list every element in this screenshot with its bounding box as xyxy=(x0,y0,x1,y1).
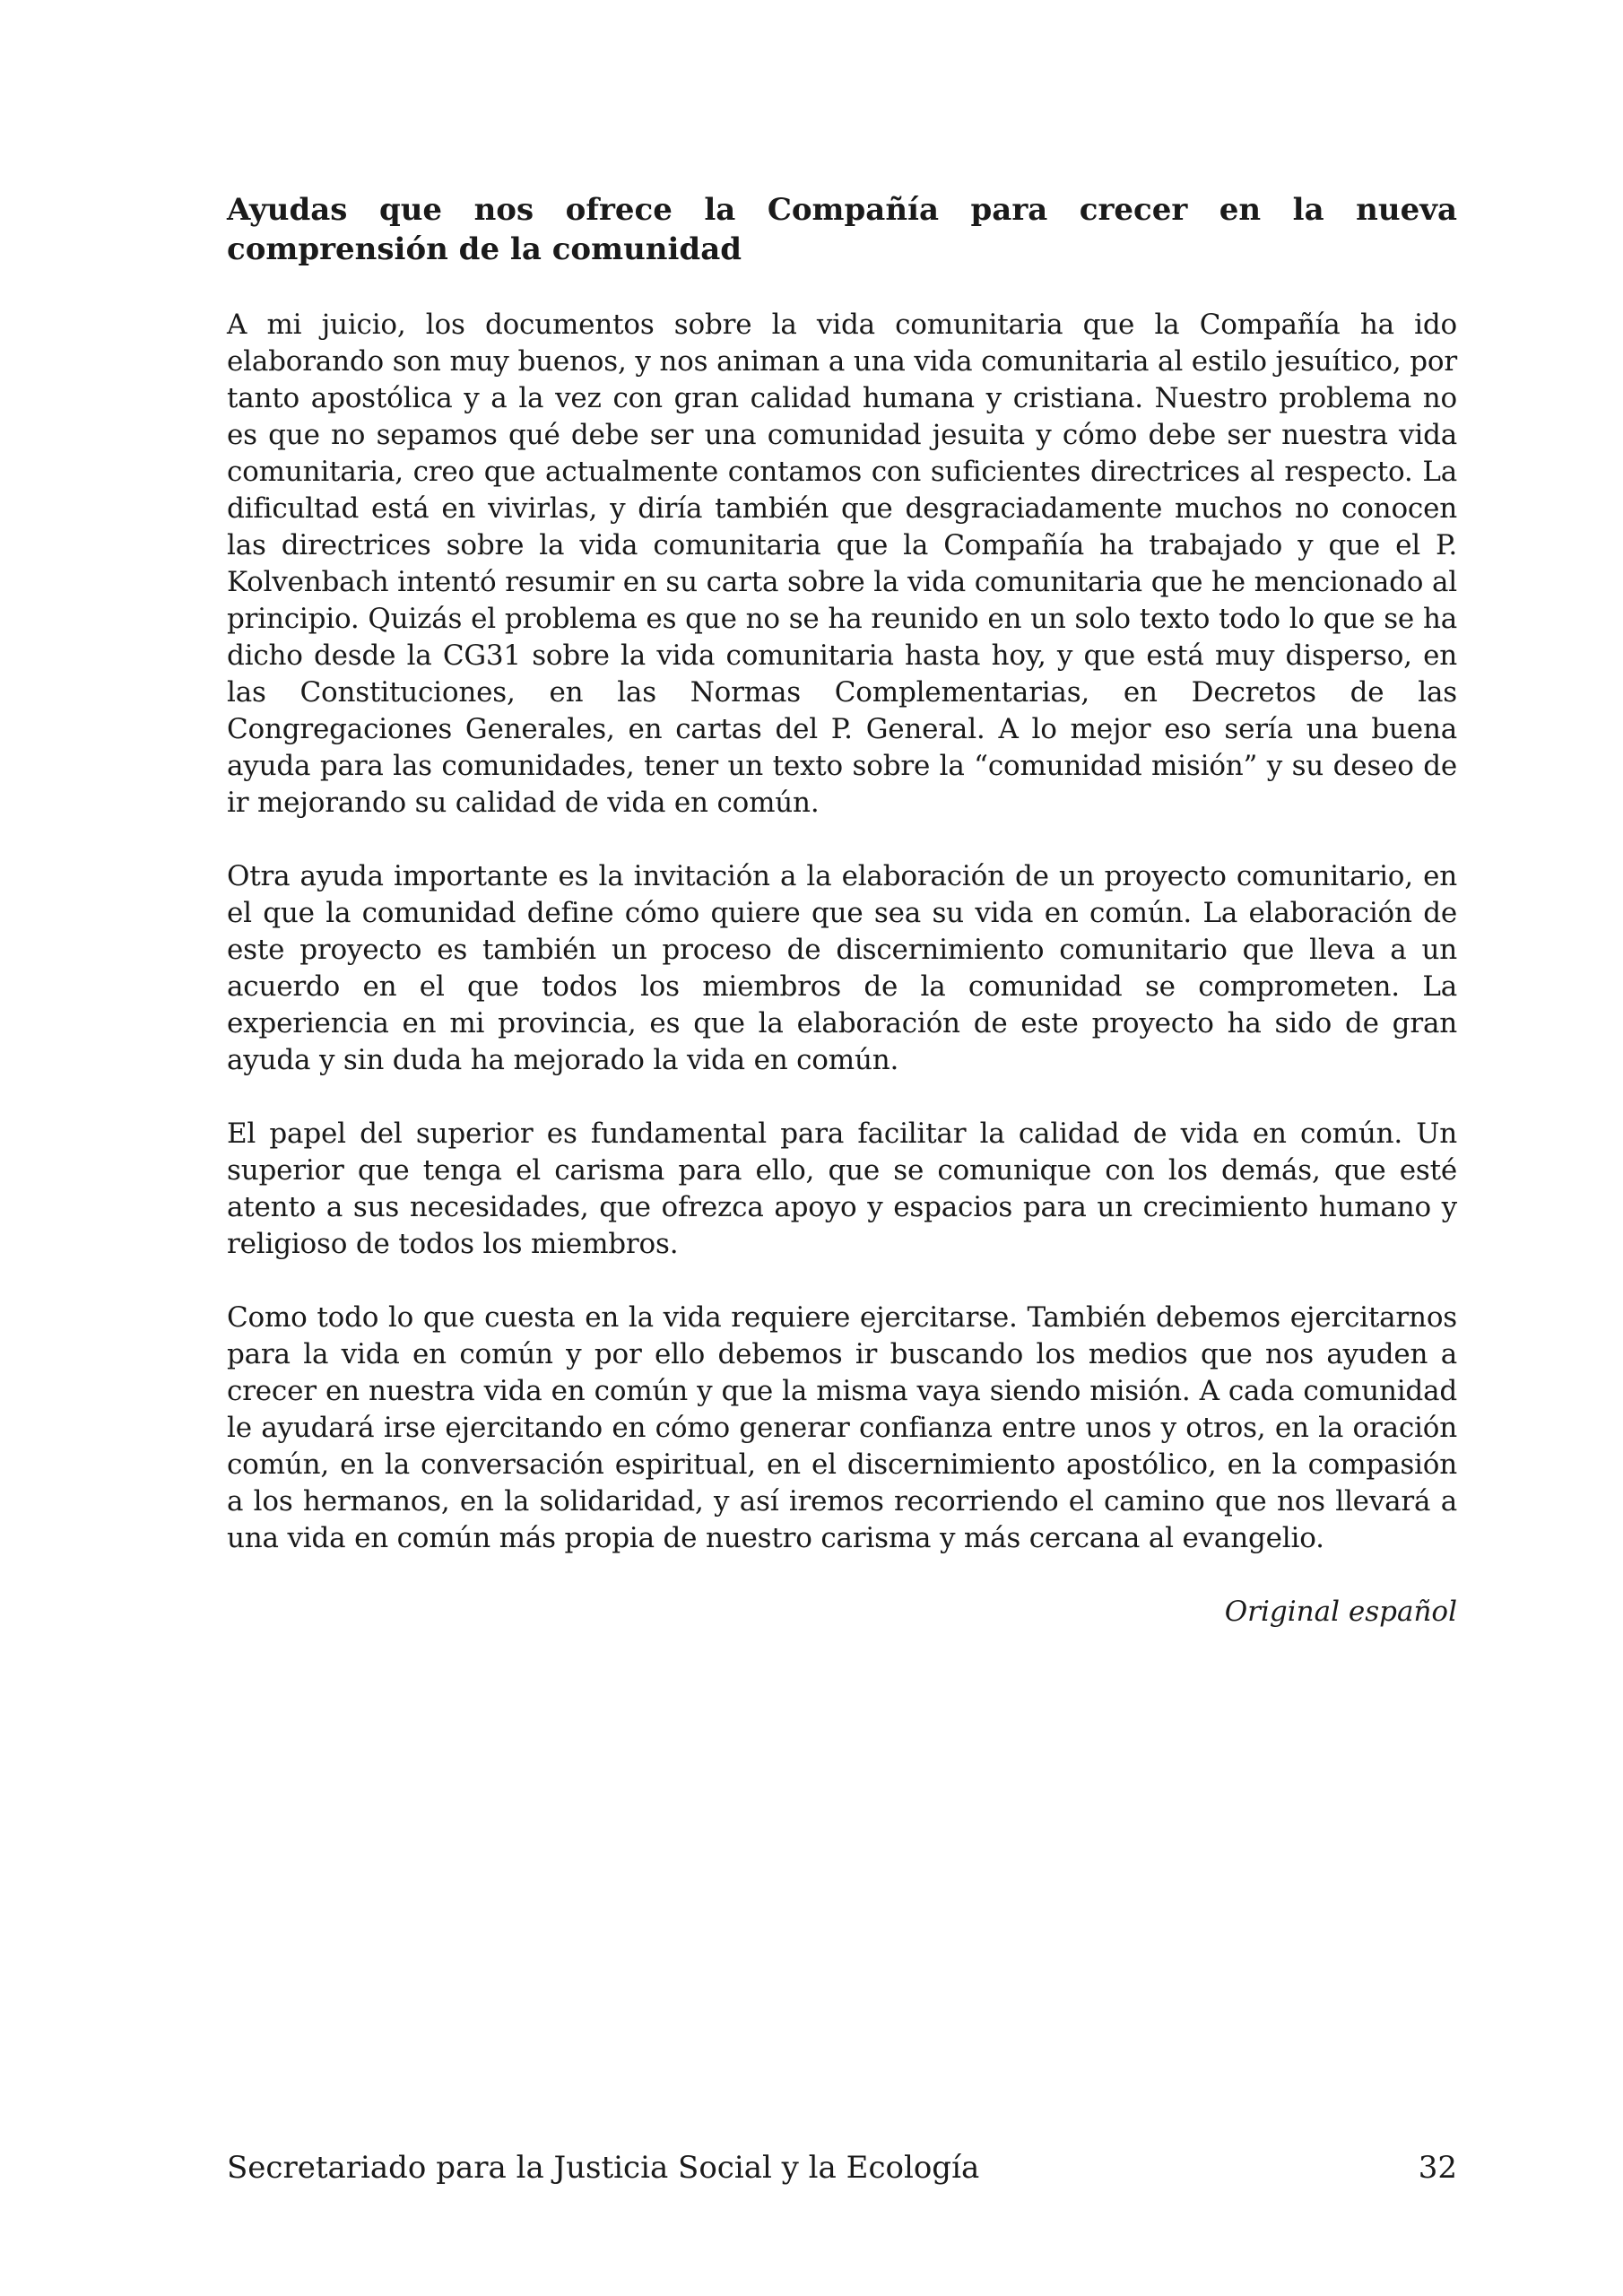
paragraph-4: Como todo lo que cuesta en la vida requiere ejercitarse. También debemos ejercitarnos para la vida en común y por ello debemos ir buscando los medios que nos ayuden a crecer en nuestra vida en común y que la misma vaya siendo misión. A cada comunidad le ayudará irse ejercitando en cómo generar confianza entre unos y otros, en la oración común, en la conversación espiritual, en el discernimiento apostólico, en la compasión a los hermanos, en la solidaridad, y así iremos recorriendo el camino que nos llevará a una vida en común más propia de nuestro carisma y más cercana al evangelio. xyxy=(227,1301,1457,1554)
page-body xyxy=(227,190,1457,1594)
page-number: 32 xyxy=(1418,2150,1457,2186)
original-language-note: Original español xyxy=(1224,1596,1457,1628)
page-footer xyxy=(227,2148,1457,2187)
paragraph-2: Otra ayuda importante es la invitación a la elaboración de un proyecto comunitario, en el que la comunidad define cómo quiere que sea su vida en común. La elaboración de este proyecto es también un proceso de discernimiento comunitario que lleva a un acuerdo en el que todos los miembros de la comunidad se comprometen. La experiencia en mi provincia, es que la elaboración de este proyecto ha sido de gran ayuda y sin duda ha mejorado la vida en común. xyxy=(227,860,1457,1076)
section-heading: Ayudas que nos ofrece la Compañía para crecer en la nueva comprensión de la comunidad xyxy=(227,192,1457,267)
paragraph-1: A mi juicio, los documentos sobre la vida comunitaria que la Compañía ha ido elaborando son muy buenos, y nos animan a una vida comunitaria al estilo jesuítico, por tanto apostólica y a la vez con gran calidad humana y cristiana. Nuestro problema no es que no sepamos qué debe ser una comunidad jesuita y cómo debe ser nuestra vida comunitaria, creo que actualmente contamos con suficientes directrices al respecto. La dificultad está en vivirlas, y diría también que desgraciadamente muchos no conocen las directrices sobre la vida comunitaria que la Compañía ha trabajado y que el P. Kolvenbach intentó resumir en su carta sobre la vida comunitaria que he mencionado al principio. Quizás el problema es que no se ha reunido en un solo texto todo lo que se ha dicho desde la CG31 sobre la vida comunitaria hasta hoy, y que está muy disperso, en las Constituciones, en las Normas Complementarias, en Decretos de las Congregaciones Generales, en cartas del P. General. A lo mejor eso sería una buena ayuda para las comunidades, tener un texto sobre la “comunidad misión” y su deseo de ir mejorando su calidad de vida en común. xyxy=(227,309,1457,819)
footer-publisher: Secretariado para la Justicia Social y la Ecología xyxy=(227,2150,980,2186)
paragraph-3: El papel del superior es fundamental para facilitar la calidad de vida en común. Un superior que tenga el carisma para ello, que se comunique con los demás, que esté atento a sus necesidades, que ofrezca apoyo y espacios para un crecimiento humano y religioso de todos los miembros. xyxy=(227,1118,1457,1260)
